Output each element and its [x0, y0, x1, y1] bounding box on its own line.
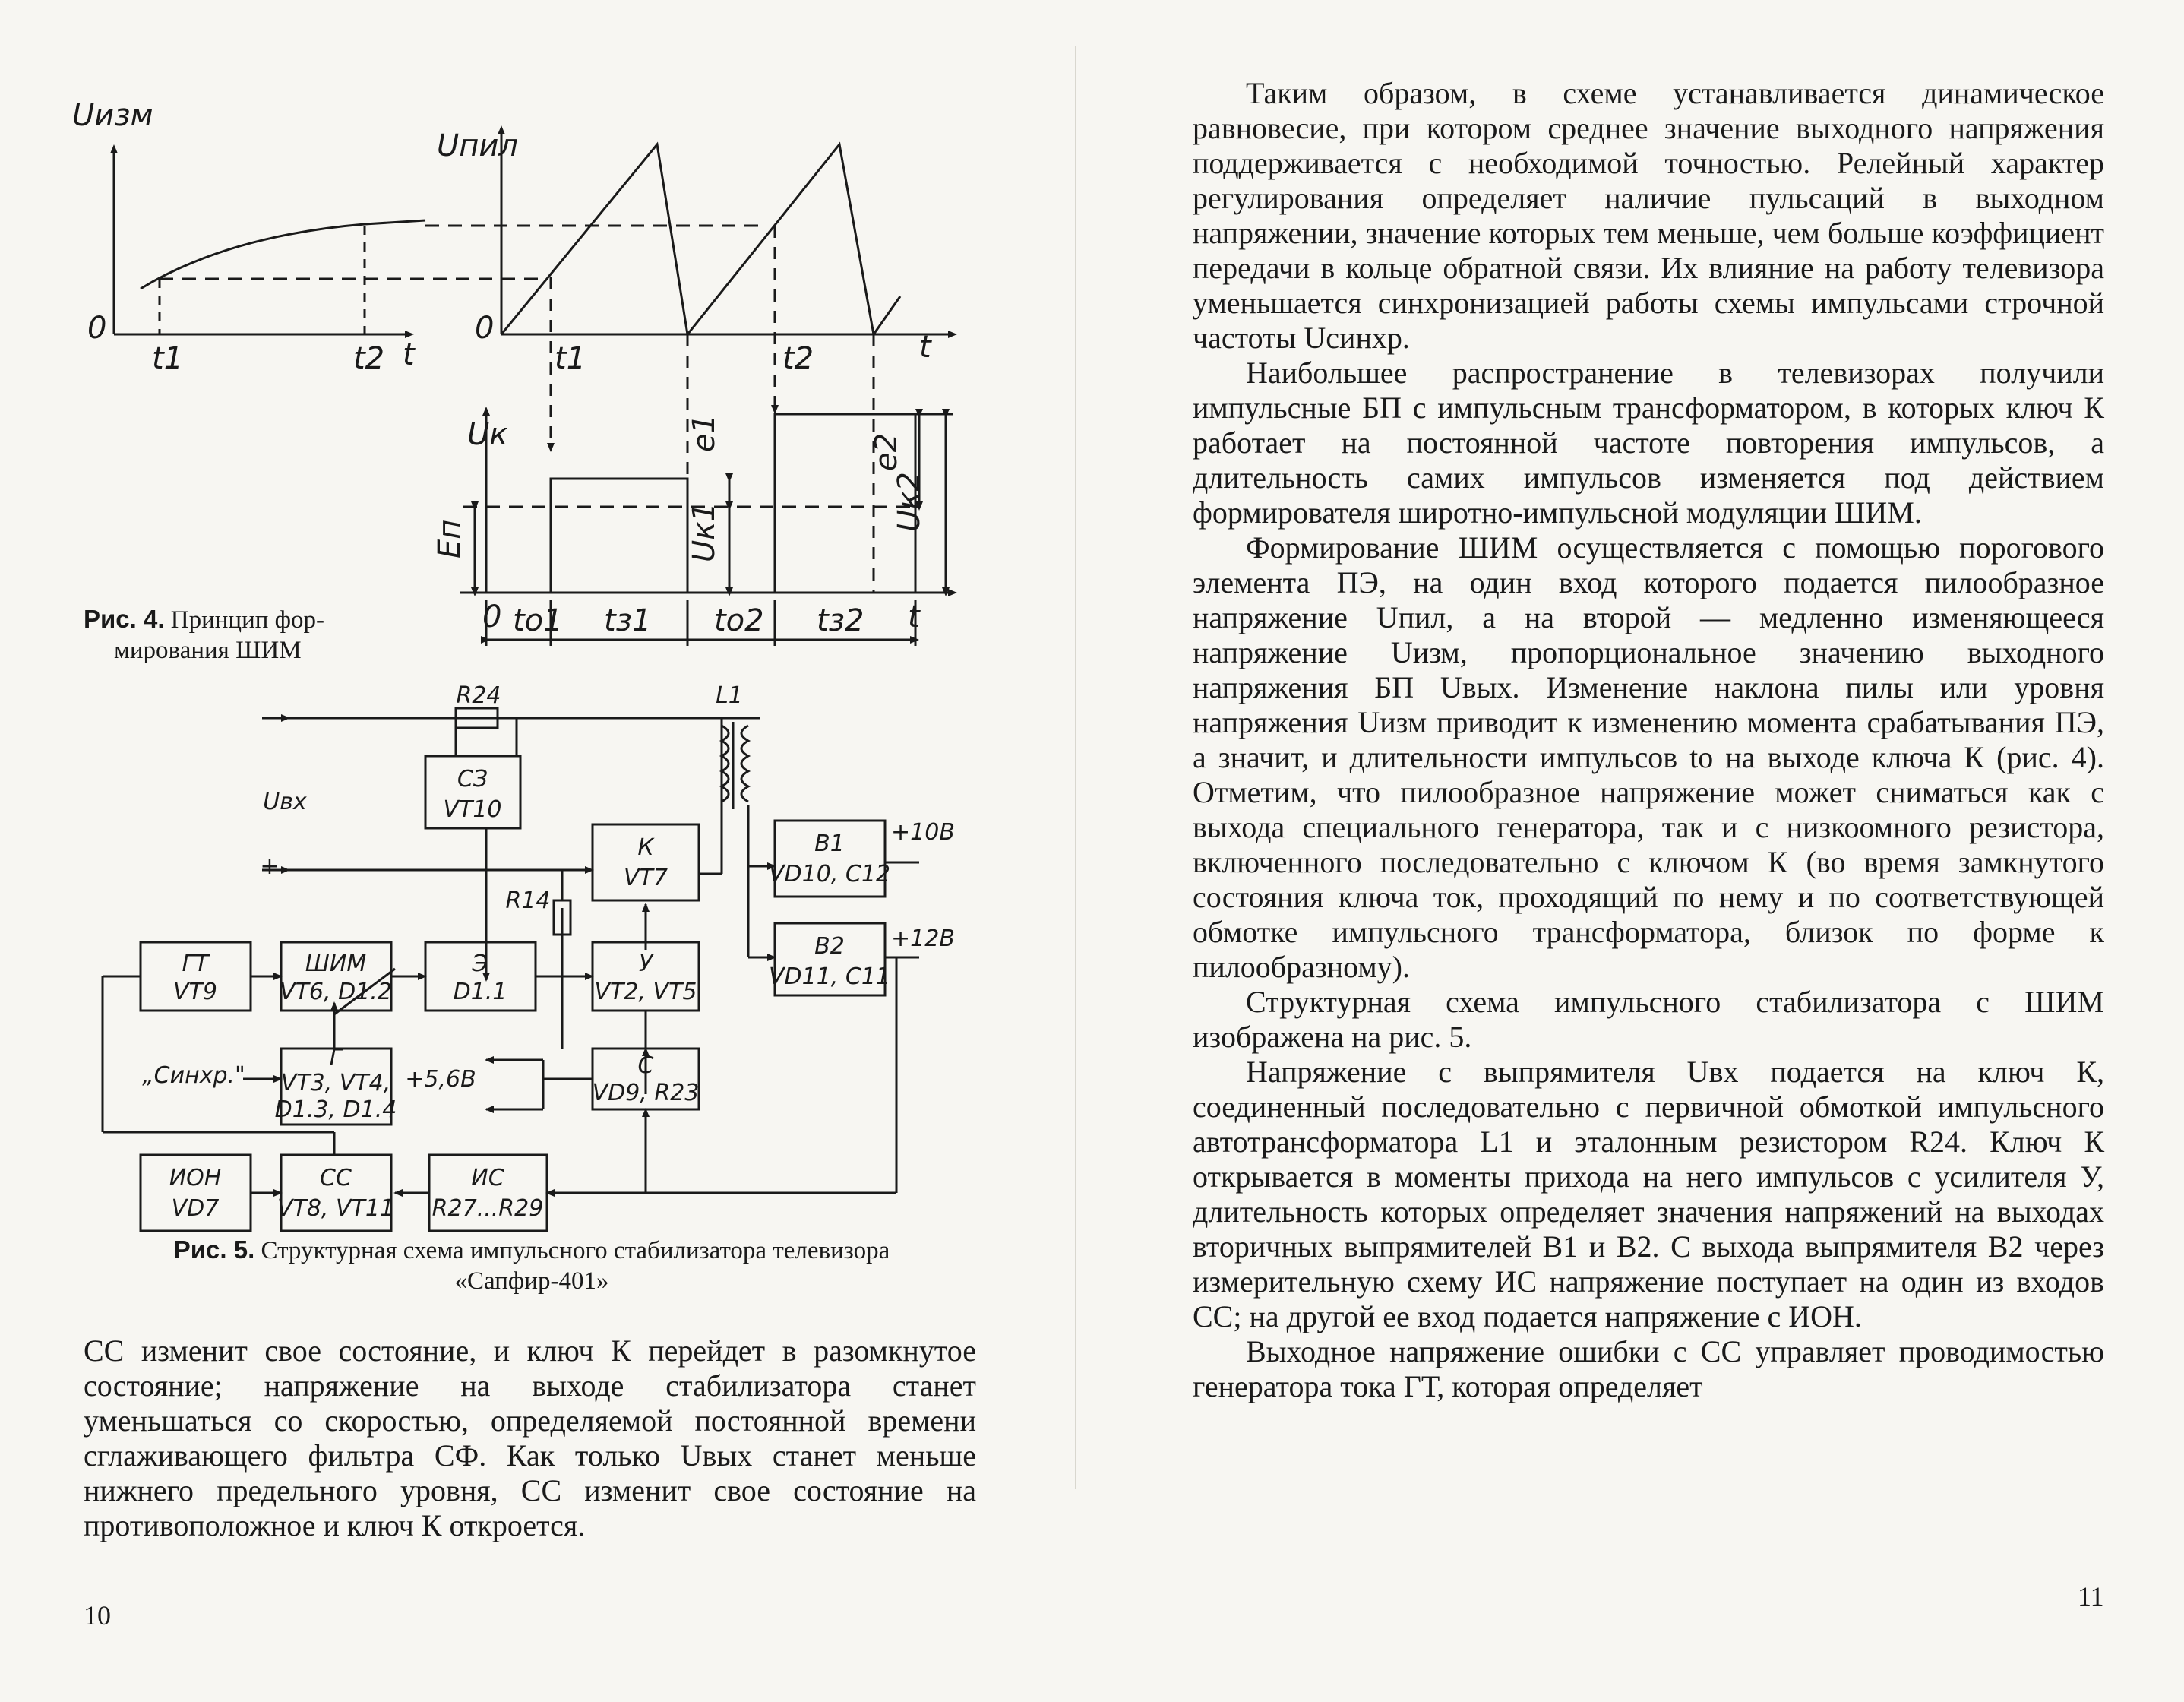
svg-text:VT3, VT4,: VT3, VT4,	[280, 1070, 391, 1096]
svg-text:VT2, VT5: VT2, VT5	[594, 979, 697, 1005]
svg-text:R27...R29: R27...R29	[431, 1195, 544, 1222]
right-page	[1094, 0, 2184, 1702]
svg-text:Г: Г	[329, 1045, 343, 1071]
svg-text:+12В: +12В	[891, 925, 955, 952]
svg-text:Uк1: Uк1	[687, 502, 722, 562]
svg-text:t2: t2	[353, 341, 385, 376]
svg-text:VT9: VT9	[173, 979, 217, 1005]
svg-text:tз1: tз1	[604, 603, 652, 638]
label-u-k: Uк	[467, 417, 508, 452]
svg-text:+: +	[260, 853, 280, 880]
page-number-right: 11	[2078, 1581, 2104, 1612]
svg-text:СС: СС	[320, 1165, 352, 1191]
page-number-left: 10	[84, 1600, 111, 1631]
svg-text:VD11, C11: VD11, C11	[769, 963, 890, 990]
svg-text:VT7: VT7	[624, 865, 668, 891]
svg-text:tо1: tо1	[513, 603, 563, 638]
paragraph: Напряжение с выпрямителя Uвх подается на ключ К, соединенный последовательно с первичной обмоткой импульсного автотрансформатора L1 и эталонным резистором R24. Ключ К открывается в моменты прихода на него импульсов с усилителя У, длительность которых определяет значения напряжений на выходах вторичных выпрямителей В1 и В2. С выхода выпрямителя В2 через измерительную схему ИС напряжение поступает на один из входов СС; на другой ее вход подается напряжение с ИОН.	[1193, 1055, 2104, 1333]
svg-text:t: t	[403, 337, 415, 372]
svg-text:VT6, D1.2: VT6, D1.2	[280, 979, 392, 1005]
svg-text:VD9, R23: VD9, R23	[592, 1080, 700, 1106]
svg-text:e2: e2	[869, 432, 904, 471]
svg-text:Eп: Eп	[432, 519, 467, 558]
svg-text:0: 0	[87, 311, 107, 346]
svg-text:D1.3, D1.4: D1.3, D1.4	[274, 1096, 397, 1123]
svg-text:ИОН: ИОН	[169, 1165, 222, 1191]
svg-text:ГТ: ГТ	[182, 951, 209, 977]
svg-text:VD7: VD7	[171, 1195, 220, 1222]
svg-text:В1: В1	[814, 830, 845, 857]
svg-text:У: У	[638, 951, 653, 977]
svg-text:t2: t2	[782, 341, 814, 376]
svg-text:t1: t1	[555, 341, 586, 376]
svg-text:В2: В2	[814, 933, 845, 960]
left-body-text	[84, 1333, 976, 1543]
svg-text:VT10: VT10	[443, 796, 502, 823]
svg-text:С: С	[637, 1052, 654, 1079]
right-body-text	[1193, 76, 2104, 1404]
svg-text:К: К	[637, 834, 654, 861]
paragraph: Таким образом, в схеме устанавливается динамическое равновесие, при котором среднее значение выходного напряжения поддерживается с необходимой точностью. Релейный характер регулирования определяет наличие пульсаций в выходном напряжении, значение которых тем меньше, чем больше коэффициент передачи в кольце обратной связи. Их влияние на работу телевизора уменьшается синхронизацией работы схемы импульсами строчной частоты Uсинхр.	[1193, 76, 2104, 355]
figure-4-caption: Рис. 4. Принцип фор- мирования ШИМ	[84, 605, 325, 664]
paragraph: Формирование ШИМ осуществляется с помощью порогового элемента ПЭ, на один вход которого подается пилообразное напряжение Uпил, а на второй — медленно изменяющееся напряжение Uизм, пропорциональное значению выходного напряжения БП Uвых. Изменение наклона пилы или уровня напряжения Uизм приводит к изменению момента срабатывания ПЭ, а значит, и длительности импульсов tо на выходе ключа К (рис. 4). Отметим, что пилообразное напряжение может сниматься как с выхода специального генератора, так и с низкоомного резистора, включенного последовательно с ключом К (во время замкнутого состояния ключа ток, проходящий по нему и по соответствующей обмотке импульсного трансформатора, близок по форме к пилообразному).	[1193, 530, 2104, 984]
svg-text:R24: R24	[456, 682, 501, 709]
svg-text:ШИМ: ШИМ	[305, 951, 367, 977]
svg-text:Э: Э	[472, 951, 488, 977]
svg-text:t: t	[908, 599, 920, 634]
svg-text:t1: t1	[152, 341, 184, 376]
paragraph: Структурная схема импульсного стабилизатора с ШИМ изображена на рис. 5.	[1193, 985, 2104, 1054]
svg-text:D1.1: D1.1	[453, 979, 507, 1005]
svg-text:L1: L1	[716, 682, 743, 709]
svg-text:+10В: +10В	[891, 819, 955, 846]
svg-text:VD10, C12: VD10, C12	[769, 861, 890, 887]
svg-text:VT8, VT11: VT8, VT11	[277, 1195, 395, 1222]
svg-text:0: 0	[475, 311, 495, 346]
label-u-pil: Uпил	[437, 128, 518, 163]
svg-text:tо2: tо2	[714, 603, 764, 638]
svg-text:СЗ: СЗ	[457, 766, 488, 792]
label-u-izm: Uизм	[72, 98, 153, 133]
svg-text:+5,6В: +5,6В	[405, 1066, 476, 1093]
svg-text:t: t	[919, 330, 931, 365]
svg-text:Uвх: Uвх	[263, 789, 307, 815]
svg-text:tз2: tз2	[817, 603, 864, 638]
svg-text:„Синхр.": „Синхр."	[142, 1062, 245, 1089]
paragraph: Наибольшее распространение в телевизорах получили импульсные БП с импульсным трансформатором, в которых ключ К работает на постоянной частоте повторения импульсов, а длительность самих импульсов изменяется под действием формирователя широтно-импульсной модуляции ШИМ.	[1193, 356, 2104, 530]
svg-text:ИС: ИС	[471, 1165, 504, 1191]
svg-text:Uк2: Uк2	[892, 472, 927, 532]
svg-text:R14: R14	[505, 887, 551, 914]
figure-5-caption: Рис. 5. Структурная схема импульсного стабилизатора телевизора «Сапфир-401»	[173, 1235, 890, 1295]
figure-5-diagram	[0, 0, 1094, 1307]
paragraph: СС изменит свое состояние, и ключ К перейдет в разомкнутое состояние; напряжение на выходе стабилизатора станет уменьшаться со скоростью, определяемой постоянной времени сглаживающего фильтра СФ. Как только Uвых станет меньше нижнего предельного уровня, СС изменит свое состояние на противоположное и ключ К откроется.	[84, 1333, 976, 1542]
svg-text:e1: e1	[687, 413, 722, 452]
paragraph: Выходное напряжение ошибки с СС управляет проводимостью генератора тока ГТ, которая определяет	[1193, 1334, 2104, 1403]
svg-text:0: 0	[482, 599, 502, 634]
